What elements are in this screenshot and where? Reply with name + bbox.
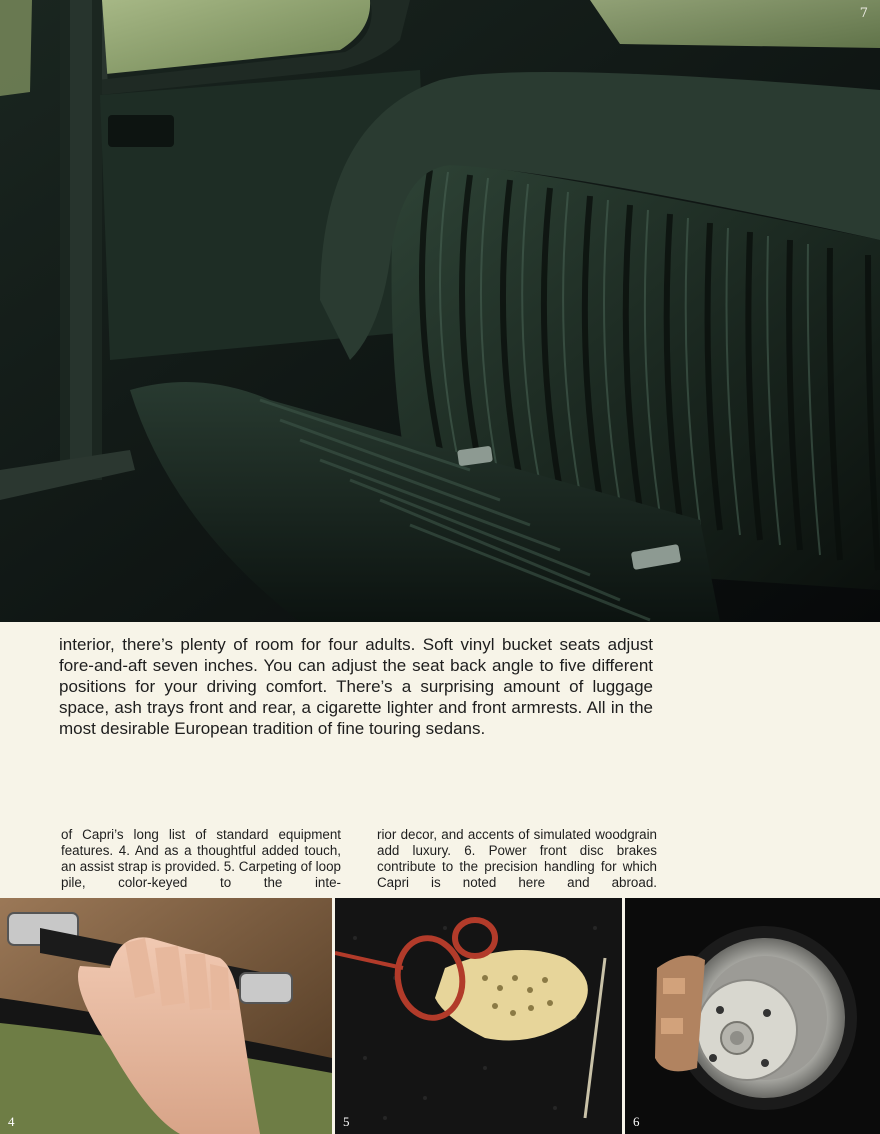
- caption-left: of Capri’s long list of standard equipment features. 4. And as a thoughtful added touch, an assist strap is provided. 5. Carpeting of loop pile, color-keyed to the inte-: [61, 827, 341, 890]
- photo-number: 4: [8, 1114, 15, 1129]
- caption-columns: [61, 827, 655, 893]
- page-number: 7: [859, 6, 868, 21]
- body-paragraph: interior, there’s plenty of room for four adults. Soft vinyl bucket seats adjust fore-and-aft seven inches. You can adjust the seat back angle to five different positions for your driving comfort. There’s a surprising amount of luggage space, ash trays front and rear, a cigarette lighter and front armrests. All in the most desirable European tradition of fine touring sedans.: [59, 635, 653, 738]
- caption-right: rior decor, and accents of simulated woodgrain add luxury. 6. Power front disc brakes contribute to the precision handling for which Capri is noted here and abroad.: [377, 827, 657, 890]
- carpet-illustration: [335, 898, 622, 1134]
- photo-disc-brake: [625, 898, 880, 1134]
- photo-number: 5: [343, 1114, 350, 1129]
- disc-brake-illustration: [625, 898, 880, 1134]
- rear-window: [590, 0, 880, 48]
- assist-strap-illustration: [0, 898, 332, 1134]
- photo-assist-strap: [0, 898, 332, 1134]
- photo-carpet: [335, 898, 622, 1134]
- photo-number: 6: [633, 1114, 640, 1129]
